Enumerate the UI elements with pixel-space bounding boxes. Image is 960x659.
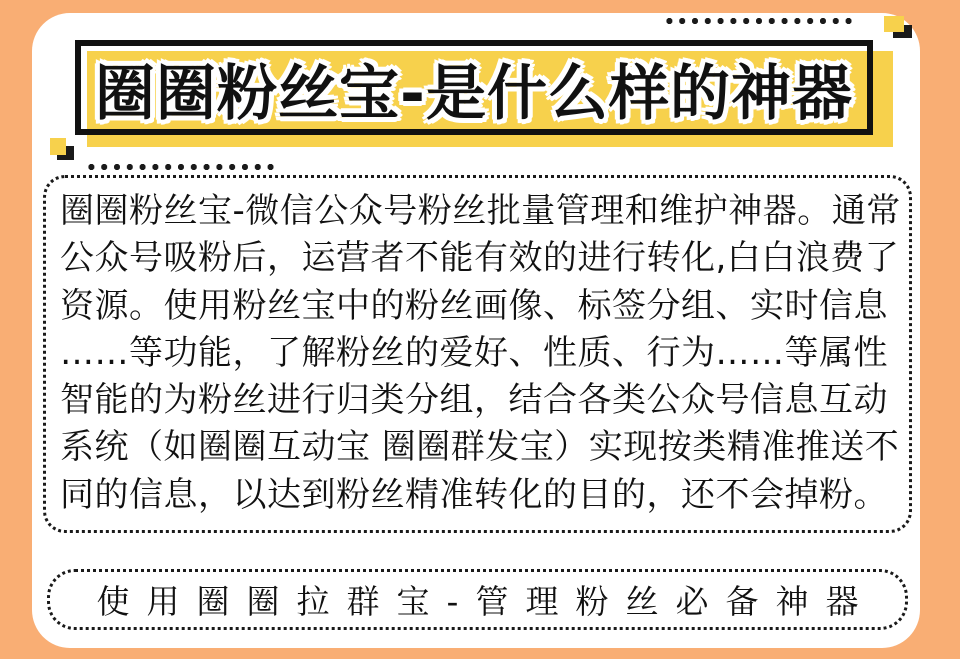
- footer-slogan: 使用圈圈拉群宝-管理粉丝必备神器: [96, 582, 876, 621]
- description-line: 公众号吸粉后，运营者不能有效的进行转化,白白浪费了: [60, 238, 900, 279]
- title-banner: [75, 40, 873, 135]
- dotted-line-left-icon: [85, 163, 276, 171]
- description-line: 系统（如圈圈互动宝 圈圈群发宝）实现按类精准推送不: [60, 427, 900, 468]
- dotted-line-top-icon: [663, 17, 856, 25]
- footer-box: [47, 569, 908, 630]
- description-line: 智能的为粉丝进行归类分组，结合各类公众号信息互动: [60, 380, 888, 421]
- description-line: 圈圈粉丝宝-微信公众号粉丝批量管理和维护神器。通常: [60, 191, 901, 231]
- description-line: 资源。使用粉丝宝中的粉丝画像、标签分组、实时信息: [60, 285, 888, 326]
- description-box: [43, 175, 912, 533]
- page-title: 圈圈粉丝宝-是什么样的神器: [95, 59, 853, 129]
- description-line: ……等功能，了解粉丝的爱好、性质、行为……等属性: [60, 332, 888, 373]
- description-line: 同的信息，以达到粉丝精准转化的目的，还不会掉粉。: [60, 474, 888, 515]
- yellow-square-icon: [884, 16, 904, 32]
- yellow-square-icon: [50, 138, 66, 155]
